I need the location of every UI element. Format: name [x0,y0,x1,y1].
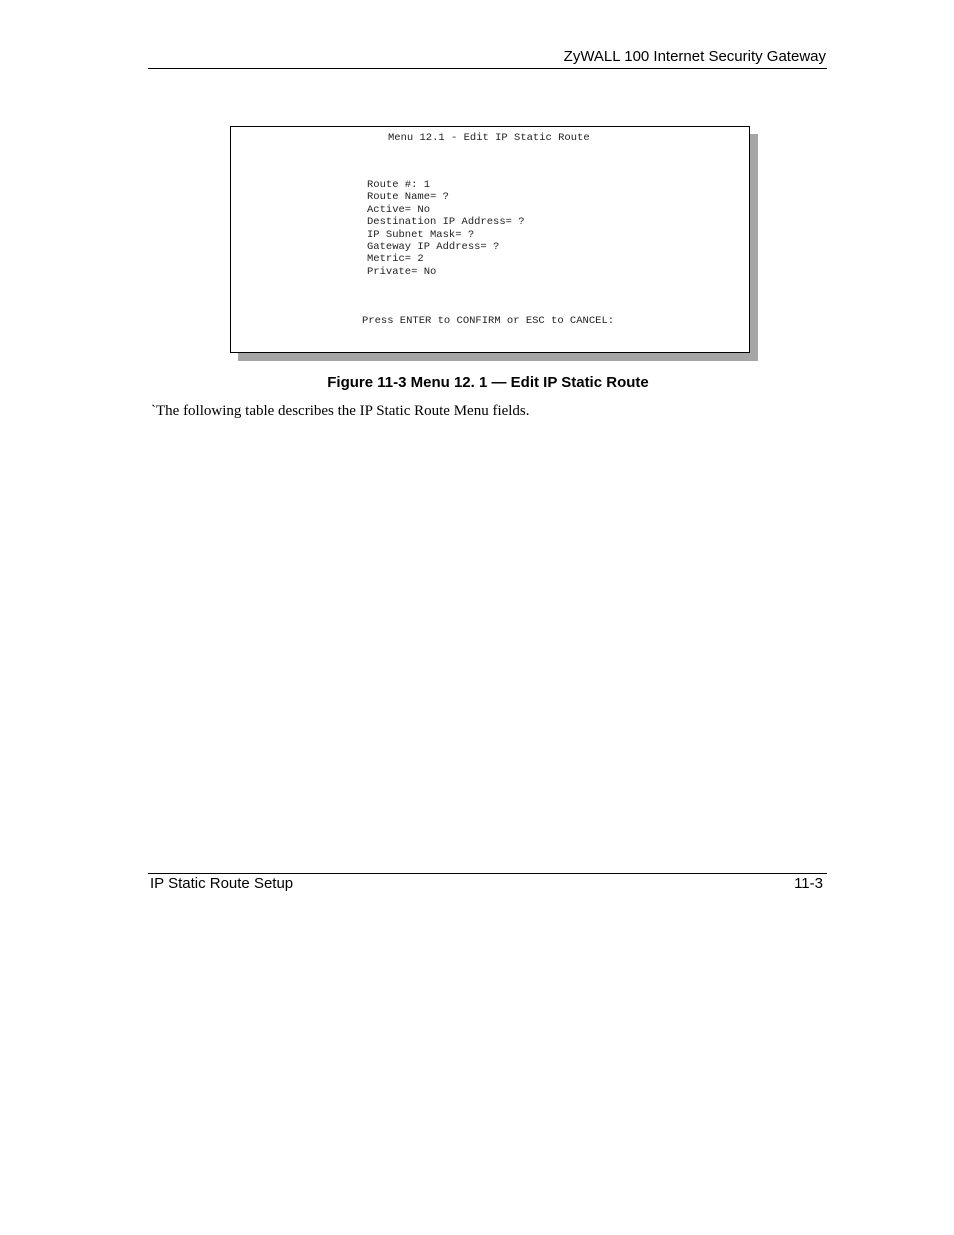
field-metric: Metric= 2 [367,253,424,266]
footer-divider [148,873,827,874]
field-destination-ip: Destination IP Address= ? [367,216,525,229]
confirm-prompt: Press ENTER to CONFIRM or ESC to CANCEL: [362,315,615,327]
page-header-title: ZyWALL 100 Internet Security Gateway [563,48,826,65]
field-active: Active= No [367,203,431,216]
field-gateway-ip: Gateway IP Address= ? [367,240,500,253]
footer-page-number: 11-3 [794,875,823,892]
footer-section-title: IP Static Route Setup [150,875,294,892]
terminal-screen [230,126,750,353]
body-paragraph: `The following table describes the IP Static Route Menu fields. [151,403,530,419]
field-private: Private= No [367,265,437,278]
header-divider [148,68,827,69]
field-route-name: Route Name= ? [367,191,449,204]
menu-title: Menu 12.1 - Edit IP Static Route [388,132,590,144]
field-ip-subnet-mask: IP Subnet Mask= ? [367,228,475,241]
figure-caption: Figure 11-3 Menu 12. 1 — Edit IP Static Route [327,374,649,391]
field-route-number: Route #: 1 [367,179,431,191]
menu-field-list [367,179,525,278]
